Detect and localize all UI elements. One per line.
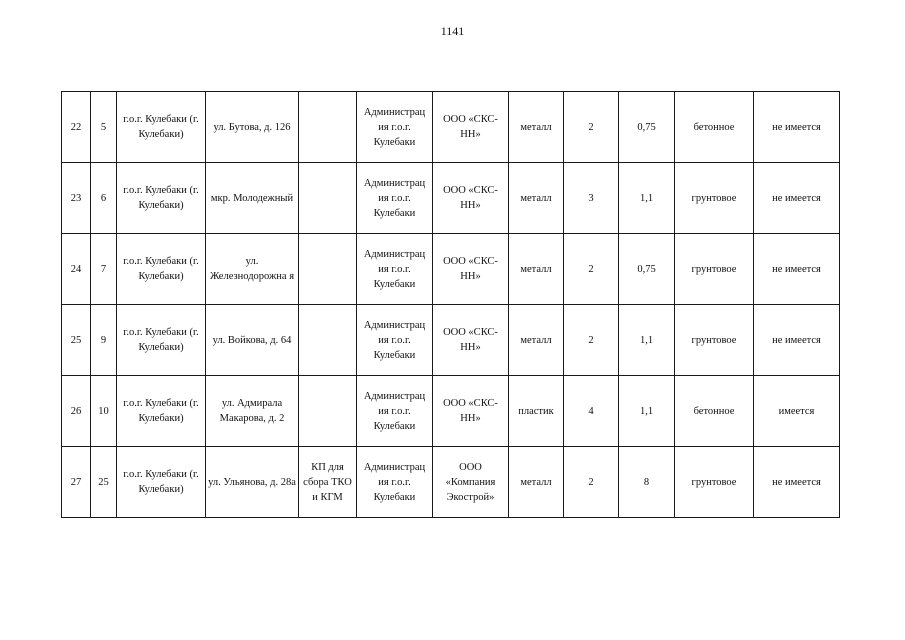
surface-type-cell: бетонное [675, 376, 754, 447]
table-row [62, 376, 840, 447]
waste-sites-table [61, 91, 840, 518]
surface-type-cell: бетонное [675, 92, 754, 163]
owner-cell: Администрац ия г.о.г. Кулебаки [357, 234, 433, 305]
fence-cell: не имеется [754, 305, 840, 376]
site-number-cell: 25 [91, 447, 117, 518]
row-number-cell: 27 [62, 447, 91, 518]
container-volume-cell: 8 [619, 447, 675, 518]
table-body [62, 92, 840, 518]
table-row [62, 92, 840, 163]
operator-cell: ООО «СКС-НН» [433, 234, 509, 305]
fence-cell: не имеется [754, 447, 840, 518]
fence-cell: имеется [754, 376, 840, 447]
container-count-cell: 4 [564, 376, 619, 447]
material-cell: металл [509, 92, 564, 163]
fence-cell: не имеется [754, 234, 840, 305]
table-row [62, 163, 840, 234]
table-row [62, 447, 840, 518]
owner-cell: Администрац ия г.о.г. Кулебаки [357, 447, 433, 518]
material-cell: металл [509, 163, 564, 234]
site-number-cell: 9 [91, 305, 117, 376]
address-cell: ул. Ульянова, д. 28а [206, 447, 299, 518]
table-row [62, 305, 840, 376]
material-cell: металл [509, 234, 564, 305]
purpose-cell [299, 305, 357, 376]
container-volume-cell: 0,75 [619, 92, 675, 163]
row-number-cell: 26 [62, 376, 91, 447]
surface-type-cell: грунтовое [675, 447, 754, 518]
address-cell: ул. Железнодорожна я [206, 234, 299, 305]
container-volume-cell: 1,1 [619, 305, 675, 376]
surface-type-cell: грунтовое [675, 163, 754, 234]
row-number-cell: 23 [62, 163, 91, 234]
owner-cell: Администрац ия г.о.г. Кулебаки [357, 376, 433, 447]
surface-type-cell: грунтовое [675, 305, 754, 376]
settlement-cell: г.о.г. Кулебаки (г. Кулебаки) [117, 447, 206, 518]
operator-cell: ООО «Компания Экострой» [433, 447, 509, 518]
container-count-cell: 2 [564, 447, 619, 518]
site-number-cell: 7 [91, 234, 117, 305]
container-count-cell: 2 [564, 92, 619, 163]
settlement-cell: г.о.г. Кулебаки (г. Кулебаки) [117, 376, 206, 447]
purpose-cell [299, 163, 357, 234]
page-number: 1141 [440, 24, 465, 38]
container-volume-cell: 1,1 [619, 376, 675, 447]
row-number-cell: 25 [62, 305, 91, 376]
site-number-cell: 6 [91, 163, 117, 234]
settlement-cell: г.о.г. Кулебаки (г. Кулебаки) [117, 234, 206, 305]
material-cell: пластик [509, 376, 564, 447]
material-cell: металл [509, 447, 564, 518]
purpose-cell: КП для сбора ТКО и КГМ [299, 447, 357, 518]
site-number-cell: 10 [91, 376, 117, 447]
address-cell: ул. Войкова, д. 64 [206, 305, 299, 376]
operator-cell: ООО «СКС-НН» [433, 92, 509, 163]
container-volume-cell: 1,1 [619, 163, 675, 234]
container-count-cell: 2 [564, 305, 619, 376]
address-cell: ул. Адмирала Макарова, д. 2 [206, 376, 299, 447]
settlement-cell: г.о.г. Кулебаки (г. Кулебаки) [117, 305, 206, 376]
address-cell: мкр. Молодежный [206, 163, 299, 234]
container-count-cell: 3 [564, 163, 619, 234]
purpose-cell [299, 234, 357, 305]
fence-cell: не имеется [754, 92, 840, 163]
row-number-cell: 24 [62, 234, 91, 305]
owner-cell: Администрац ия г.о.г. Кулебаки [357, 305, 433, 376]
owner-cell: Администрац ия г.о.г. Кулебаки [357, 163, 433, 234]
table-row [62, 234, 840, 305]
settlement-cell: г.о.г. Кулебаки (г. Кулебаки) [117, 163, 206, 234]
container-volume-cell: 0,75 [619, 234, 675, 305]
fence-cell: не имеется [754, 163, 840, 234]
material-cell: металл [509, 305, 564, 376]
surface-type-cell: грунтовое [675, 234, 754, 305]
purpose-cell [299, 92, 357, 163]
operator-cell: ООО «СКС-НН» [433, 305, 509, 376]
owner-cell: Администрац ия г.о.г. Кулебаки [357, 92, 433, 163]
container-count-cell: 2 [564, 234, 619, 305]
purpose-cell [299, 376, 357, 447]
operator-cell: ООО «СКС-НН» [433, 376, 509, 447]
row-number-cell: 22 [62, 92, 91, 163]
settlement-cell: г.о.г. Кулебаки (г. Кулебаки) [117, 92, 206, 163]
site-number-cell: 5 [91, 92, 117, 163]
address-cell: ул. Бутова, д. 126 [206, 92, 299, 163]
operator-cell: ООО «СКС-НН» [433, 163, 509, 234]
